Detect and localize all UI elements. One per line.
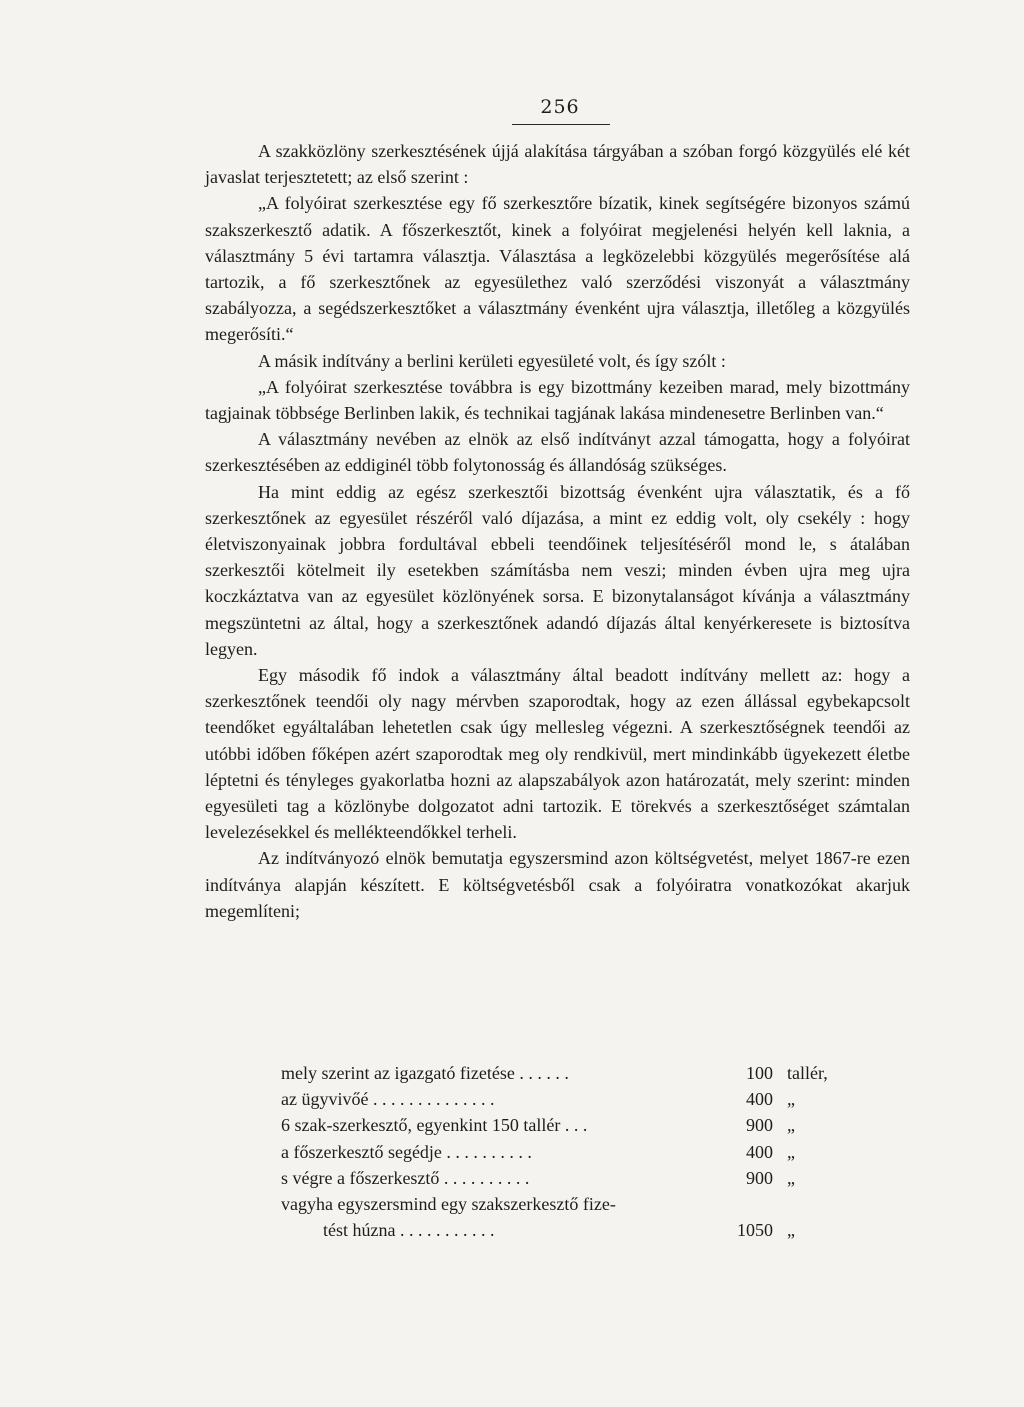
cost-amount: 900	[746, 1167, 773, 1188]
paragraph: Az indítványozó elnök bemutatja egyszersmind azon költségvetést, melyet 1867-re ezen indítványa alapján készített. E költségvetésből csak a folyóiratra vonatkozókat akarjuk megemlíteni;	[205, 848, 910, 921]
body-text	[205, 138, 910, 924]
cost-unit: tallér,	[787, 1063, 828, 1083]
cost-unit: „	[787, 1141, 795, 1162]
page-number: 256	[540, 96, 580, 118]
cost-row	[281, 1217, 841, 1243]
paragraph: Egy második fő indok a választmány által beadott indítvány mellett az: hogy a szerkesztőnek teendői oly nagy mérvben szaporodtak, hogy az ezen állással egybekapcsolt teendőket egyáltalában lehetetlen csak úgy mellesleg végezni. A szerkesztőségnek teendői az utóbbi időben főképen azért szaporodtak meg oly rendkivül, mert mindinkább ügyekezett életbe léptetni és tényleges gyakorlatba hozni az alapszabályok azon határozatát, mely szerint: minden egyesületi tag a közlönybe dolgozatot adni tartozik. E törekvés a szerkesztőséget számtalan levelezésekkel és mellékteendőkkel terheli.	[205, 665, 910, 843]
cost-amount: 900	[746, 1115, 773, 1136]
cost-amount: 400	[746, 1089, 773, 1110]
paragraph: A szakközlöny szerkesztésének újjá alakítása tárgyában a szóban forgó közgyülés elé két javaslat terjesztetett; az első szerint :	[205, 141, 910, 188]
cost-label: mely szerint az igazgató fizetése . . . . . .	[281, 1063, 569, 1083]
paragraph: A választmány nevében az elnök az első indítványt azzal támogatta, hogy a folyóirat szerkesztésében az eddiginél több folytonosság és állandóság szükséges.	[205, 429, 910, 476]
cost-list	[281, 1060, 841, 1243]
quoted-proposal: „A folyóirat szerkesztése továbbra is egy bizottmány kezeiben marad, mely bizottmány tagjainak többsége Berlinben lakik, és technikai tagjának lakása mindenesetre Berlinben van.“	[205, 376, 910, 424]
cost-label: az ügyvivőé . . . . . . . . . . . . . .	[281, 1089, 495, 1110]
cost-row	[281, 1165, 841, 1191]
cost-unit: „	[787, 1220, 795, 1241]
cost-row	[281, 1139, 841, 1165]
paragraph: A másik indítvány a berlini kerületi egyesületé volt, és így szólt :	[258, 350, 726, 371]
cost-label: s végre a főszerkesztő . . . . . . . . . .	[281, 1167, 530, 1188]
cost-label: 6 szak-szerkesztő, egyenkint 150 tallér . . .	[281, 1115, 588, 1136]
cost-row	[281, 1112, 841, 1138]
cost-row	[281, 1086, 841, 1112]
cost-row	[281, 1060, 841, 1086]
cost-label: vagyha egyszersmind egy szakszerkesztő fize-	[281, 1193, 616, 1214]
cost-amount: 100	[746, 1063, 773, 1083]
cost-unit: „	[787, 1167, 795, 1188]
cost-label: tést húzna . . . . . . . . . . .	[323, 1220, 495, 1241]
page-number-rule	[512, 124, 610, 125]
cost-unit: „	[787, 1089, 795, 1110]
cost-amount: 1050	[737, 1220, 773, 1241]
cost-label: a főszerkesztő segédje . . . . . . . . . .	[281, 1141, 532, 1162]
paragraph: Ha mint eddig az egész szerkesztői bizottság évenként ujra választatik, és a fő szerkesztőnek az egyesület részéről való díjazása, a mint ez eddig volt, oly csekély : hogy életviszonyainak jobbra fordultával ebbeli teendőinek teljesítéséről mond le, s átalában szerkesztői kötelmeit ily esetekben számításba nem veszi; minden évben ujra meg ujra koczkáztatva van az egyesület közlönyének sorsa. E bizonytalanságot kívánja a választmány megszüntetni az által, hogy a szerkesztőnek adandó díjazás által kenyérkeresete is biztosítva legyen.	[205, 481, 910, 659]
cost-amount: 400	[746, 1141, 773, 1162]
quoted-proposal: „A folyóirat szerkesztése egy fő szerkesztőre bízatik, kinek segítségére bizonyos számú szakszerkesztő adatik. A főszerkesztőt, kinek a folyóirat megjelenési helyén kell laknia, a választmány 5 évi tartamra választja. Választása a legközelebbi közgyülés megerősítése alá tartozik, a fő szerkesztőnek az egyesülethez való szerződési viszonyát a választmány szabályozza, a segédszerkesztőket a választmány évenként ujra választja, illetőleg a közgyülés megerősíti.“	[205, 193, 910, 345]
cost-row	[281, 1191, 841, 1217]
cost-unit: „	[787, 1115, 795, 1136]
